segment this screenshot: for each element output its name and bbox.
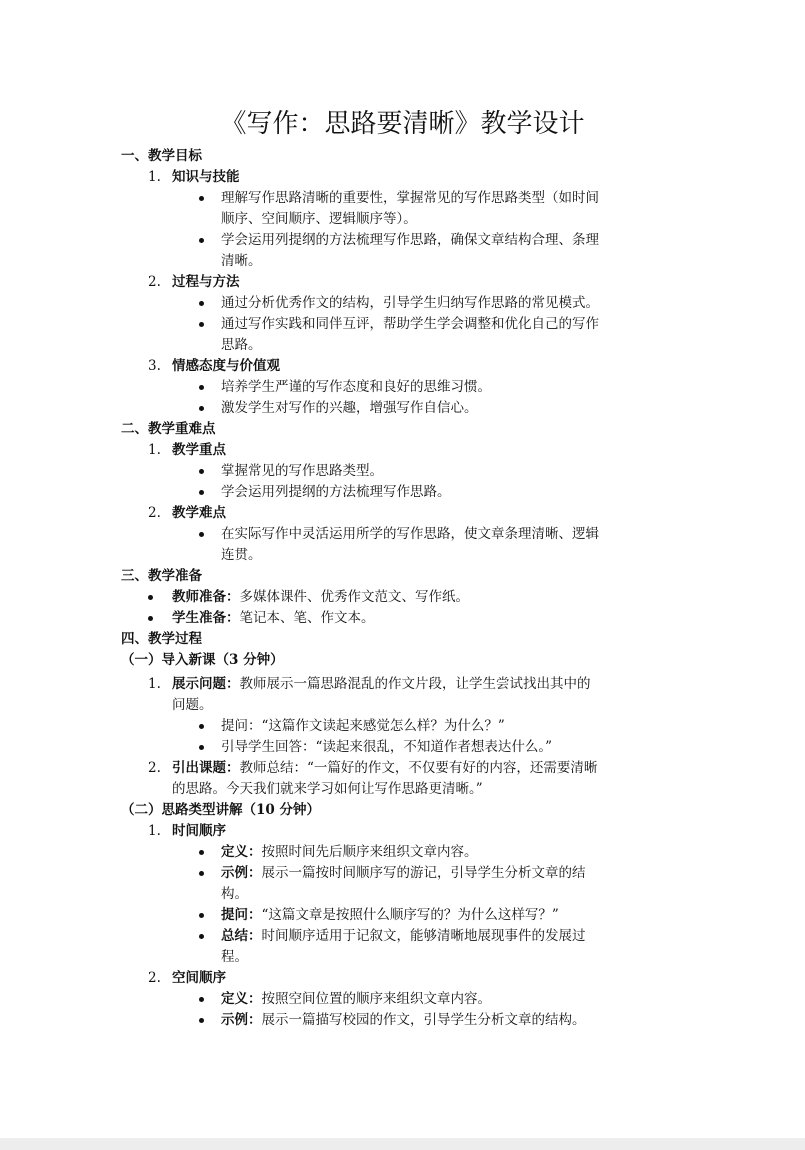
- item-text: 展示一篇按时间顺序写的游记，引导学生分析文章的结: [261, 865, 586, 881]
- list-item: 提问：“这篇作文读起来感觉怎么样？为什么？”: [221, 718, 505, 734]
- bullet-icon: [199, 469, 204, 474]
- phase-heading-text: （二）思路类型讲解（: [121, 802, 256, 818]
- list-item-cont: 问题。: [172, 697, 213, 713]
- list-item-cont: 连贯。: [221, 547, 262, 563]
- bullet-icon: [199, 871, 204, 876]
- list-item-cont: 思路。: [221, 337, 262, 353]
- phase-heading-text: （一）导入新课（: [121, 652, 229, 668]
- bullet-icon: [199, 406, 204, 411]
- item-label: 展示问题：: [172, 676, 240, 692]
- item-label: 示例：: [221, 865, 262, 881]
- bullet-icon: [199, 196, 204, 201]
- bullet-icon: [199, 1018, 204, 1023]
- list-item-cont: 程。: [221, 949, 248, 965]
- list-item: 通过写作实践和同伴互评，帮助学生学会调整和优化自己的写作: [221, 316, 599, 332]
- bullet-icon: [199, 238, 204, 243]
- item-text: “这篇文章是按照什么顺序写的？为什么这样写？”: [261, 907, 559, 923]
- phase-minutes: 10: [256, 802, 275, 818]
- list-item: [221, 842, 478, 863]
- bullet-icon: [199, 724, 204, 729]
- item-text: 教师展示一篇思路混乱的作文片段，让学生尝试找出其中的: [239, 676, 591, 692]
- list-number: 2.: [148, 760, 161, 776]
- item-text: 按照时间先后顺序来组织文章内容。: [261, 844, 478, 860]
- list-item: 在实际写作中灵活运用所学的写作思路，使文章条理清晰、逻辑: [221, 526, 599, 542]
- item-text: 时间顺序适用于记叙文，能够清晰地展现事件的发展过: [261, 928, 586, 944]
- list-item: [221, 989, 491, 1010]
- list-item: 激发学生对写作的兴趣，增强写作自信心。: [221, 400, 478, 416]
- bullet-icon: [199, 322, 204, 327]
- bullet-icon: [199, 997, 204, 1002]
- section-heading: 四、教学过程: [121, 631, 202, 647]
- item-label: 定义：: [221, 991, 262, 1007]
- bullet-icon: [199, 385, 204, 390]
- phase-heading-suffix: 分钟）: [274, 802, 320, 818]
- list-item-cont: 清晰。: [221, 253, 262, 269]
- list-item: 通过分析优秀作文的结构，引导学生归纳写作思路的常见模式。: [221, 295, 599, 311]
- phase-minutes: 3: [229, 652, 239, 668]
- list-item: [172, 758, 597, 779]
- section-heading: 二、教学重难点: [121, 421, 216, 437]
- list-item: [221, 905, 559, 926]
- item-label: 教师准备：: [172, 589, 240, 605]
- phase-heading: [121, 650, 284, 671]
- list-item: [172, 608, 375, 629]
- item-label: 示例：: [221, 1012, 262, 1028]
- item-text: 展示一篇描写校园的作文，引导学生分析文章的结构。: [261, 1012, 586, 1028]
- bullet-icon: [199, 850, 204, 855]
- list-number: 2.: [148, 505, 161, 521]
- item-text: 笔记本、笔、作文本。: [239, 610, 375, 626]
- list-item: 学会运用列提纲的方法梳理写作思路。: [221, 484, 451, 500]
- list-item: [221, 863, 586, 884]
- list-number: 1.: [148, 169, 161, 185]
- bullet-icon: [199, 745, 204, 750]
- list-item: [221, 1010, 586, 1031]
- section-heading: 三、教学准备: [121, 568, 202, 584]
- bullet-icon: [148, 616, 153, 621]
- section-heading: 一、教学目标: [121, 148, 202, 164]
- list-item-cont: 的思路。今天我们就来学习如何让写作思路更清晰。”: [172, 781, 483, 797]
- document-title: 《写作：思路要清晰》教学设计: [220, 109, 585, 139]
- item-text: 多媒体课件、优秀作文范文、写作纸。: [239, 589, 469, 605]
- phase-heading: [121, 800, 320, 821]
- list-item: 学会运用列提纲的方法梳理写作思路，确保文章结构合理、条理: [221, 232, 599, 248]
- bullet-icon: [199, 301, 204, 306]
- bullet-icon: [199, 934, 204, 939]
- list-number: 2.: [148, 970, 161, 986]
- list-number: 1.: [148, 442, 161, 458]
- subsection-heading: 时间顺序: [172, 823, 226, 839]
- subsection-heading: 教学难点: [172, 505, 226, 521]
- bullet-icon: [199, 490, 204, 495]
- list-item: 掌握常见的写作思路类型。: [221, 463, 383, 479]
- subsection-heading: 情感态度与价值观: [172, 358, 280, 374]
- subsection-heading: 知识与技能: [172, 169, 240, 185]
- item-text: 按照空间位置的顺序来组织文章内容。: [261, 991, 491, 1007]
- list-item: [221, 926, 586, 947]
- list-item: 培养学生严谨的写作态度和良好的思维习惯。: [221, 379, 491, 395]
- list-item-cont: 顺序、空间顺序、逻辑顺序等）。: [221, 211, 417, 227]
- bullet-icon: [148, 595, 153, 600]
- subsection-heading: 教学重点: [172, 442, 226, 458]
- list-number: 2.: [148, 274, 161, 290]
- list-item: 引导学生回答：“读起来很乱，不知道作者想表达什么。”: [221, 739, 553, 755]
- subsection-heading: 空间顺序: [172, 970, 226, 986]
- list-item-cont: 构。: [221, 886, 248, 902]
- list-item: [172, 674, 591, 695]
- item-label: 定义：: [221, 844, 262, 860]
- list-item: [172, 587, 469, 608]
- list-number: 1.: [148, 823, 161, 839]
- phase-heading-suffix: 分钟）: [238, 652, 284, 668]
- item-label: 提问：: [221, 907, 262, 923]
- bullet-icon: [199, 913, 204, 918]
- item-text: 教师总结：“一篇好的作文，不仅要有好的内容，还需要清晰: [239, 760, 598, 776]
- bullet-icon: [199, 532, 204, 537]
- item-label: 总结：: [221, 928, 262, 944]
- viewer-background: [0, 1138, 805, 1150]
- item-label: 引出课题：: [172, 760, 240, 776]
- item-label: 学生准备：: [172, 610, 240, 626]
- list-item: 理解写作思路清晰的重要性，掌握常见的写作思路类型（如时间: [221, 190, 599, 206]
- list-number: 3.: [148, 358, 161, 374]
- list-number: 1.: [148, 676, 161, 692]
- subsection-heading: 过程与方法: [172, 274, 240, 290]
